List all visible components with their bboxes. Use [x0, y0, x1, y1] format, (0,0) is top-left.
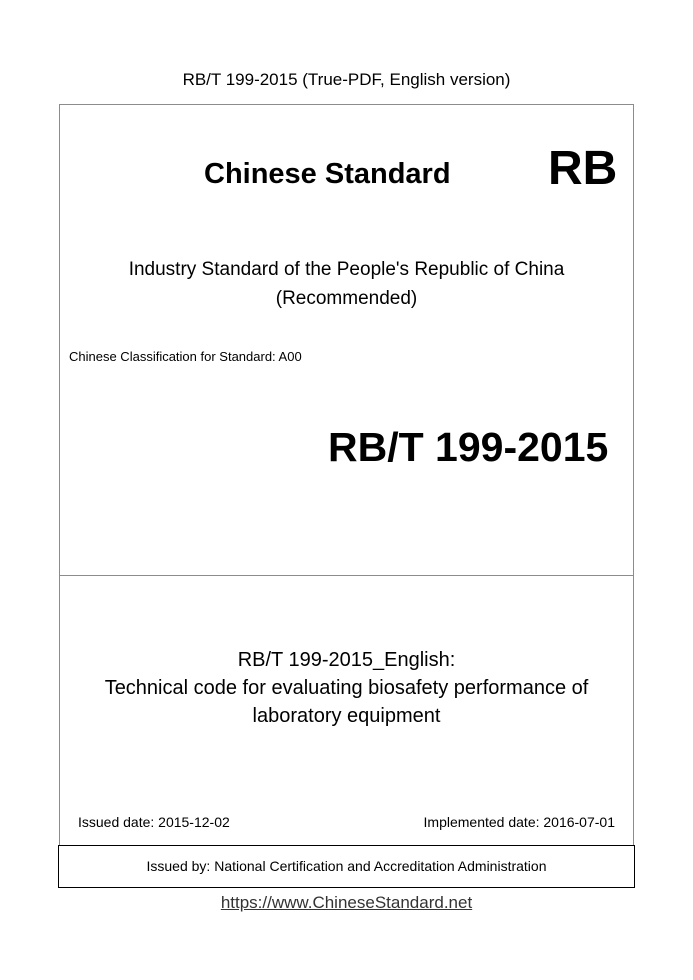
document-header-title: RB/T 199-2015 (True-PDF, English version)	[182, 70, 511, 89]
title-line-1: RB/T 199-2015_English:	[237, 649, 456, 671]
title-line-3: laboratory equipment	[252, 705, 441, 727]
recommended-line: (Recommended)	[275, 288, 418, 309]
website-link[interactable]: https://www.ChineseStandard.net	[220, 893, 473, 912]
issued-date: Issued date: 2015-12-02	[78, 814, 230, 830]
classification-label: Chinese Classification for Standard: A00	[69, 349, 302, 364]
standard-code-mark: RB	[548, 142, 618, 195]
title-line-2: Technical code for evaluating biosafety performance of	[104, 677, 589, 699]
implemented-date: Implemented date: 2016-07-01	[423, 814, 615, 830]
standard-number: RB/T 199-2015	[328, 424, 609, 470]
industry-standard-line: Industry Standard of the People's Republic of China	[128, 259, 565, 280]
issuer-box: Issued by: National Certification and Accreditation Administration	[58, 845, 635, 888]
cover-heading: Chinese Standard	[204, 158, 451, 190]
footer	[0, 892, 693, 913]
